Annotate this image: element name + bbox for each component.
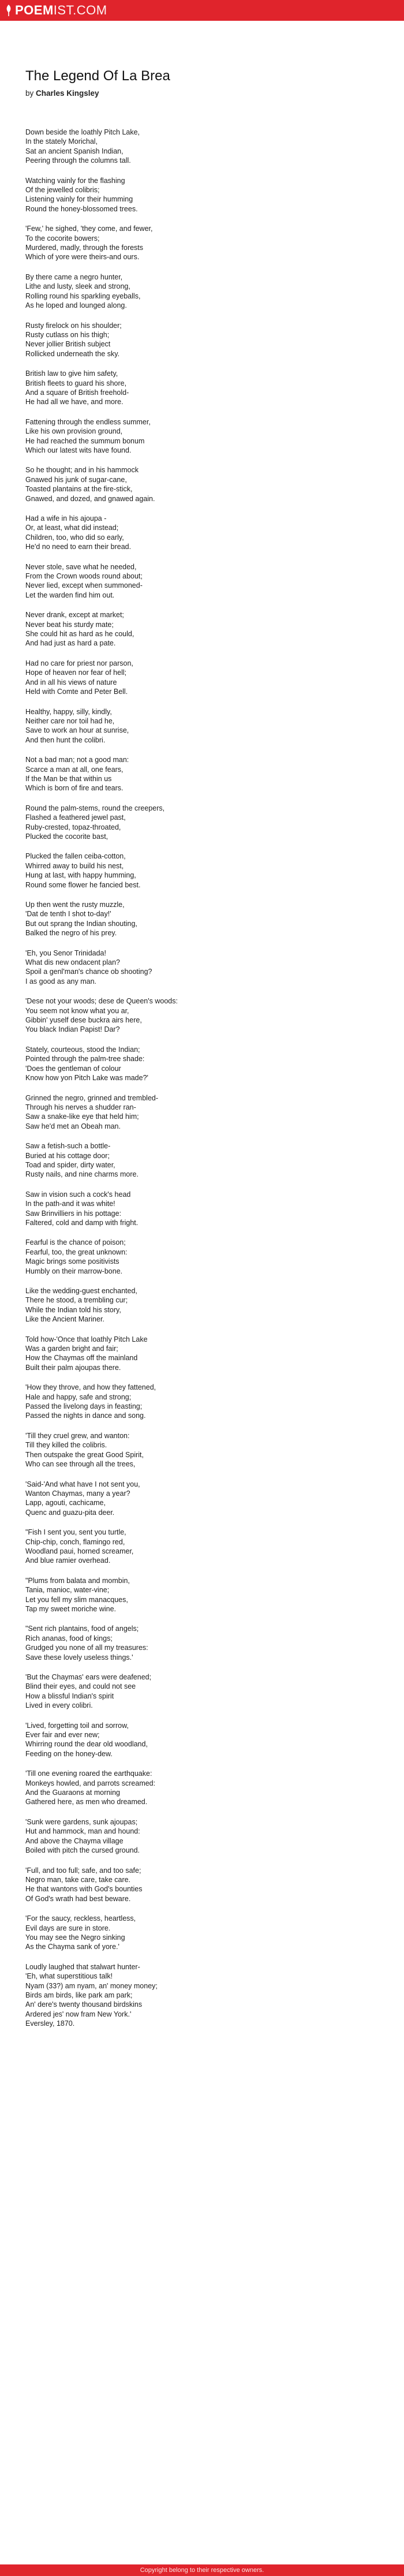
poem-line: 'Till one evening roared the earthquake: bbox=[25, 1769, 152, 1778]
poem-line: Pointed through the palm-tree shade: bbox=[25, 1055, 145, 1063]
poem-line: And in all his views of nature bbox=[25, 678, 117, 686]
poem-stanza bbox=[25, 1672, 372, 1711]
poem-line: Tap my sweet moriche wine. bbox=[25, 1604, 117, 1613]
poem-line: Boiled with pitch the cursed ground. bbox=[25, 1846, 140, 1855]
poem-line: By there came a negro hunter, bbox=[25, 272, 123, 281]
poem-line: Balked the negro of his prey. bbox=[25, 929, 117, 938]
poem-line: Like his own provision ground, bbox=[25, 427, 123, 436]
poem-line: Hung at last, with happy humming, bbox=[25, 871, 136, 880]
poem-line: Held with Comte and Peter Bell. bbox=[25, 688, 128, 696]
poem-line: Hope of heaven nor fear of hell; bbox=[25, 669, 127, 677]
poem-line: Ardered jes' now fram New York.' bbox=[25, 2010, 132, 2018]
poem-line: So he thought; and in his hammock bbox=[25, 466, 139, 475]
poem-line: Through his nerves a shudder ran- bbox=[25, 1103, 136, 1111]
poem-stanza bbox=[25, 1721, 372, 1759]
poem-stanza bbox=[25, 1045, 372, 1083]
poem-line: Lapp, agouti, cachicame, bbox=[25, 1499, 106, 1507]
poem-line: 'But the Chaymas' ears were deafened; bbox=[25, 1673, 152, 1681]
site-logo-text: POEMIST.COM bbox=[15, 3, 107, 17]
poem-stanza bbox=[25, 369, 372, 407]
poem-line: Let the warden find him out. bbox=[25, 591, 115, 599]
poem-line: Never beat his sturdy mate; bbox=[25, 620, 114, 629]
poem-line: Like the Ancient Mariner. bbox=[25, 1315, 104, 1324]
poem-byline bbox=[25, 88, 372, 99]
poem-line: Grudged you none of all my treasures: bbox=[25, 1644, 148, 1652]
poem-body bbox=[25, 128, 372, 2029]
poem-line: Till they killed the colibris. bbox=[25, 1441, 107, 1450]
poem-stanza bbox=[25, 1141, 372, 1179]
byline-prefix: by bbox=[25, 89, 36, 98]
poem-line: Saw he'd met an Obeah man. bbox=[25, 1122, 121, 1130]
poem-line: Faltered, cold and damp with fright. bbox=[25, 1218, 139, 1227]
poem-stanza bbox=[25, 1190, 372, 1228]
poem-line: Gibbin' yuself dese buckra airs here, bbox=[25, 1016, 142, 1025]
poem-line: Plucked the fallen ceiba-cotton, bbox=[25, 852, 126, 861]
poem-stanza bbox=[25, 1431, 372, 1469]
poem-line: 'Sunk were gardens, sunk ajoupas; bbox=[25, 1817, 138, 1826]
poem-stanza bbox=[25, 1576, 372, 1614]
poem-title: The Legend Of La Brea bbox=[25, 68, 170, 84]
poem-line: Scarce a man at all, one fears, bbox=[25, 765, 124, 774]
poem-line: "Plums from balata and mombin, bbox=[25, 1576, 130, 1585]
poem-stanza bbox=[25, 1286, 372, 1324]
poem-line: 'Said-'And what have I not sent you, bbox=[25, 1480, 140, 1488]
poem-line: Then outspake the great Good Spirit, bbox=[25, 1450, 144, 1459]
poem-line: Spoil a genl'man's chance ob shooting? bbox=[25, 968, 152, 976]
poem-line: 'Eh, what superstitious talk! bbox=[25, 1972, 113, 1981]
poem-line: Not a bad man; not a good man: bbox=[25, 756, 129, 764]
poem-line: Built their palm ajoupas there. bbox=[25, 1363, 121, 1372]
poem-line: Quenc and guazu-pita deer. bbox=[25, 1508, 115, 1517]
poem-line: Was a garden bright and fair; bbox=[25, 1345, 118, 1353]
poem-line: He had all we have, and more. bbox=[25, 398, 124, 406]
poem-line: Rusty nails, and nine charms more. bbox=[25, 1170, 139, 1179]
poem-line: Lived in every colibri. bbox=[25, 1701, 93, 1710]
poem-line: Toasted plantains at the fire-stick, bbox=[25, 485, 133, 494]
poem-line: Sat an ancient Spanish Indian, bbox=[25, 147, 124, 155]
poem-line: Peering through the columns tall. bbox=[25, 156, 131, 165]
poem-stanza bbox=[25, 900, 372, 938]
poem-line: 'Dat de tenth I shot to-day!' bbox=[25, 910, 111, 919]
poem-line: Rolling round his sparkling eyeballs, bbox=[25, 292, 141, 300]
poem-line: Whirring round the dear old woodland, bbox=[25, 1740, 148, 1749]
poem-line: Murdered, madly, through the forests bbox=[25, 244, 144, 252]
poem-line: Which is born of fire and tears. bbox=[25, 784, 124, 793]
poem-stanza bbox=[25, 224, 372, 262]
poem-line: British law to give him safety, bbox=[25, 369, 118, 378]
poem-line: She could hit as hard as he could, bbox=[25, 630, 134, 639]
poem-line: Never jollier British subject bbox=[25, 340, 111, 349]
poem-line: Had no care for priest nor parson, bbox=[25, 659, 133, 667]
poem-line: 'Lived, forgetting toil and sorrow, bbox=[25, 1721, 129, 1730]
poem-line: Fearful is the chance of poison; bbox=[25, 1238, 126, 1247]
site-footer bbox=[0, 2564, 404, 2576]
poem-stanza bbox=[25, 1528, 372, 1566]
poem-line: How the Chaymas off the mainland bbox=[25, 1354, 138, 1362]
poem-line: Save these lovely useless things.' bbox=[25, 1653, 133, 1662]
poem-line: Saw Brinvilliers in his pottage: bbox=[25, 1209, 122, 1218]
poem-stanza bbox=[25, 1866, 372, 1904]
poem-stanza bbox=[25, 659, 372, 697]
poem-line: You seem not know what you ar, bbox=[25, 1006, 129, 1015]
poem-stanza bbox=[25, 1962, 372, 2029]
poem-line: And above the Chayma village bbox=[25, 1836, 124, 1845]
poem-line: Healthy, happy, silly, kindly, bbox=[25, 707, 112, 716]
poem-line: Passed the livelong days in feasting; bbox=[25, 1402, 143, 1411]
poem-line: 'Does the gentleman of colour bbox=[25, 1064, 121, 1073]
site-header bbox=[0, 0, 404, 21]
poem-line: Save to work an hour at sunrise, bbox=[25, 726, 129, 735]
poem-line: In the stately Morichal, bbox=[25, 137, 98, 146]
poem-stanza bbox=[25, 176, 372, 214]
poem-line: Rusty cutlass on his thigh; bbox=[25, 330, 110, 339]
poem-line: And blue ramier overhead. bbox=[25, 1556, 111, 1565]
poem-line: Rusty firelock on his shoulder; bbox=[25, 321, 122, 330]
poem-line: Monkeys howled, and parrots screamed: bbox=[25, 1779, 156, 1787]
poem-line: As the Chayma sank of yore.' bbox=[25, 1943, 119, 1951]
poem-stanza bbox=[25, 1093, 372, 1132]
poem-stanza bbox=[25, 1480, 372, 1518]
poem-line: Lithe and lusty, sleek and strong, bbox=[25, 282, 130, 291]
poem-line: Saw a fetish-such a bottle- bbox=[25, 1142, 111, 1151]
poem-line: Round some flower he fancied best. bbox=[25, 880, 141, 889]
site-logo-link[interactable] bbox=[5, 0, 107, 21]
poem-line: You may see the Negro sinking bbox=[25, 1933, 125, 1942]
poem-line: An' dere's twenty thousand birdskins bbox=[25, 2000, 143, 2009]
poem-line: But out sprang the Indian shouting, bbox=[25, 919, 137, 928]
poem-line: Tania, manioc, water-vine; bbox=[25, 1586, 110, 1595]
poem-line: Passed the nights in dance and song. bbox=[25, 1412, 146, 1420]
poem-line: Wanton Chaymas, many a year? bbox=[25, 1489, 130, 1498]
poem-line: Gathered here, as men who dreamed. bbox=[25, 1798, 148, 1806]
poem-line: 'Dese not your woods; dese de Queen's woods: bbox=[25, 997, 178, 1006]
poem-line: Hut and hammock, man and hound: bbox=[25, 1827, 140, 1836]
poem-line: Never stole, save what he needed, bbox=[25, 562, 137, 571]
poem-line: To the cocorite bowers; bbox=[25, 234, 100, 242]
poem-line: And then hunt the colibri. bbox=[25, 736, 106, 744]
poem-line: How a blissful Indian's spirit bbox=[25, 1692, 114, 1700]
poem-line: Watching vainly for the flashing bbox=[25, 176, 125, 185]
poem-line: Neither care nor toil had he, bbox=[25, 716, 115, 725]
poem-line: Toad and spider, dirty water, bbox=[25, 1160, 115, 1169]
poem-line: Let you fell my slim manacques, bbox=[25, 1595, 128, 1604]
poem-line: Know how yon Pitch Lake was made?' bbox=[25, 1074, 148, 1082]
poem-line: Had a wife in his ajoupa - bbox=[25, 514, 107, 522]
poem-line: Ruby-crested, topaz-throated, bbox=[25, 823, 121, 831]
poem-line: Like the wedding-guest enchanted, bbox=[25, 1287, 137, 1295]
poem-line: And the Guaraons at morning bbox=[25, 1789, 120, 1797]
poem-line: Stately, courteous, stood the Indian; bbox=[25, 1045, 140, 1054]
poem-line: Saw a snake-like eye that held him; bbox=[25, 1112, 139, 1121]
poem-line: Nyam (33?) am nyam, an' money money; bbox=[25, 1981, 158, 1990]
poem-stanza bbox=[25, 1769, 372, 1807]
poem-stanza bbox=[25, 272, 372, 311]
poem-stanza bbox=[25, 417, 372, 456]
poem-line: He that wantons with God's bounties bbox=[25, 1885, 143, 1894]
poem-line: Buried at his cottage door; bbox=[25, 1151, 110, 1160]
poem-line: Never lied, except when summoned- bbox=[25, 581, 143, 590]
poem-line: Hale and happy, safe and strong; bbox=[25, 1392, 132, 1401]
poem-line: There he stood, a trembling cur; bbox=[25, 1296, 128, 1305]
poem-line: Woodland paui, horned screamer, bbox=[25, 1547, 134, 1555]
poem-line: You black Indian Papist! Dar? bbox=[25, 1025, 120, 1034]
poem-line: 'How they throve, and how they fattened, bbox=[25, 1383, 156, 1392]
poem-stanza bbox=[25, 852, 372, 890]
poem-container bbox=[0, 21, 372, 2029]
poem-line: Never drank, except at market; bbox=[25, 611, 124, 619]
poem-stanza bbox=[25, 1238, 372, 1276]
poem-line: What dis new ondacent plan? bbox=[25, 958, 120, 967]
poem-line: Chip-chip, conch, flamingo red, bbox=[25, 1537, 125, 1546]
poem-stanza bbox=[25, 1383, 372, 1421]
poem-line: Birds am birds, like park am park; bbox=[25, 1991, 133, 1999]
poem-line: Flashed a feathered jewel past, bbox=[25, 813, 126, 822]
poem-line: As he loped and lounged along. bbox=[25, 301, 127, 310]
poem-line: 'Full, and too full; safe, and too safe; bbox=[25, 1866, 141, 1875]
poem-line: Down beside the loathly Pitch Lake, bbox=[25, 128, 140, 136]
poem-line: "Sent rich plantains, food of angels; bbox=[25, 1625, 139, 1633]
poem-line: Listening vainly for their humming bbox=[25, 195, 133, 204]
poem-stanza bbox=[25, 755, 372, 793]
poem-line: Up then went the rusty muzzle, bbox=[25, 901, 125, 909]
poem-line: Evil days are sure in store. bbox=[25, 1924, 111, 1932]
poem-stanza bbox=[25, 996, 372, 1035]
quill-icon bbox=[5, 4, 13, 17]
poem-line: Gnawed his junk of sugar-cane, bbox=[25, 475, 127, 484]
poem-stanza bbox=[25, 465, 372, 503]
poem-line: If the Man be that within us bbox=[25, 774, 112, 783]
poem-line: Eversley, 1870. bbox=[25, 2019, 75, 2028]
poem-stanza bbox=[25, 128, 372, 166]
poem-line: Ever fair and ever new; bbox=[25, 1731, 100, 1739]
poem-line: Which our latest wits have found. bbox=[25, 446, 132, 454]
poem-line: 'Eh, you Senor Trinidada! bbox=[25, 949, 106, 957]
poem-stanza bbox=[25, 321, 372, 359]
poem-stanza bbox=[25, 1335, 372, 1373]
poem-stanza bbox=[25, 514, 372, 552]
poem-line: Children, too, who did so early, bbox=[25, 533, 124, 542]
poem-line: Rich ananas, food of kings; bbox=[25, 1634, 113, 1642]
poem-line: Fattening through the endless summer, bbox=[25, 417, 151, 426]
poem-line: Of God's wrath had best beware. bbox=[25, 1894, 131, 1903]
poem-line: Humbly on their marrow-bone. bbox=[25, 1267, 123, 1275]
poem-line: Which of yore were theirs-and ours. bbox=[25, 253, 140, 262]
poem-line: Or, at least, what did instead; bbox=[25, 524, 119, 532]
poem-stanza bbox=[25, 1914, 372, 1952]
poem-line: Negro man, take care, take care. bbox=[25, 1875, 131, 1884]
poem-line: 'Few,' he sighed, 'they come, and fewer, bbox=[25, 225, 153, 233]
poem-line: Fearful, too, the great unknown: bbox=[25, 1248, 128, 1256]
poem-line: From the Crown woods round about; bbox=[25, 572, 143, 581]
poem-line: Saw in vision such a cock's head bbox=[25, 1190, 131, 1199]
poem-line: Feeding on the honey-dew. bbox=[25, 1749, 113, 1758]
poem-stanza bbox=[25, 610, 372, 648]
poem-line: Who can see through all the trees, bbox=[25, 1460, 136, 1469]
poem-line: Round the palm-stems, round the creepers, bbox=[25, 804, 165, 812]
poem-stanza bbox=[25, 1624, 372, 1662]
poem-stanza bbox=[25, 562, 372, 600]
poem-line: Grinned the negro, grinned and trembled- bbox=[25, 1093, 159, 1102]
poem-line: In the path-and it was white! bbox=[25, 1200, 115, 1208]
poem-line: He'd no need to earn their bread. bbox=[25, 543, 132, 551]
poem-stanza bbox=[25, 707, 372, 745]
poem-line: Told how-'Once that loathly Pitch Lake bbox=[25, 1335, 148, 1343]
copyright-text: Copyright belong to their respective owners. bbox=[140, 2567, 264, 2574]
poem-stanza bbox=[25, 949, 372, 987]
poem-line: Rollicked underneath the sky. bbox=[25, 349, 120, 358]
poem-stanza bbox=[25, 1817, 372, 1856]
poem-line: Plucked the cocorite bast, bbox=[25, 832, 109, 841]
poem-stanza bbox=[25, 804, 372, 842]
poem-line: 'Till they cruel grew, and wanton: bbox=[25, 1431, 130, 1440]
poem-line: Loudly laughed that stalwart hunter- bbox=[25, 1962, 140, 1971]
poem-line: And a square of British freehold- bbox=[25, 388, 129, 397]
poem-line: Magic brings some positivists bbox=[25, 1257, 119, 1266]
poem-line: 'For the saucy, reckless, heartless, bbox=[25, 1914, 136, 1923]
poem-line: Whirred away to build his nest, bbox=[25, 861, 124, 870]
poem-line: British fleets to guard his shore, bbox=[25, 379, 127, 387]
poem-line: I as good as any man. bbox=[25, 977, 96, 985]
poem-line: Blind their eyes, and could not see bbox=[25, 1682, 136, 1691]
poem-line: Of the jewelled colibris; bbox=[25, 186, 100, 195]
poem-line: He had reached the summum bonum bbox=[25, 436, 145, 445]
poem-author: Charles Kingsley bbox=[36, 89, 99, 98]
poem-line: While the Indian told his story, bbox=[25, 1305, 121, 1314]
poem-line: And had just as hard a pate. bbox=[25, 639, 116, 648]
poem-line: "Fish I sent you, sent you turtle, bbox=[25, 1528, 126, 1537]
poem-line: Gnawed, and dozed, and gnawed again. bbox=[25, 494, 155, 503]
poem-line: Round the honey-blossomed trees. bbox=[25, 204, 138, 213]
